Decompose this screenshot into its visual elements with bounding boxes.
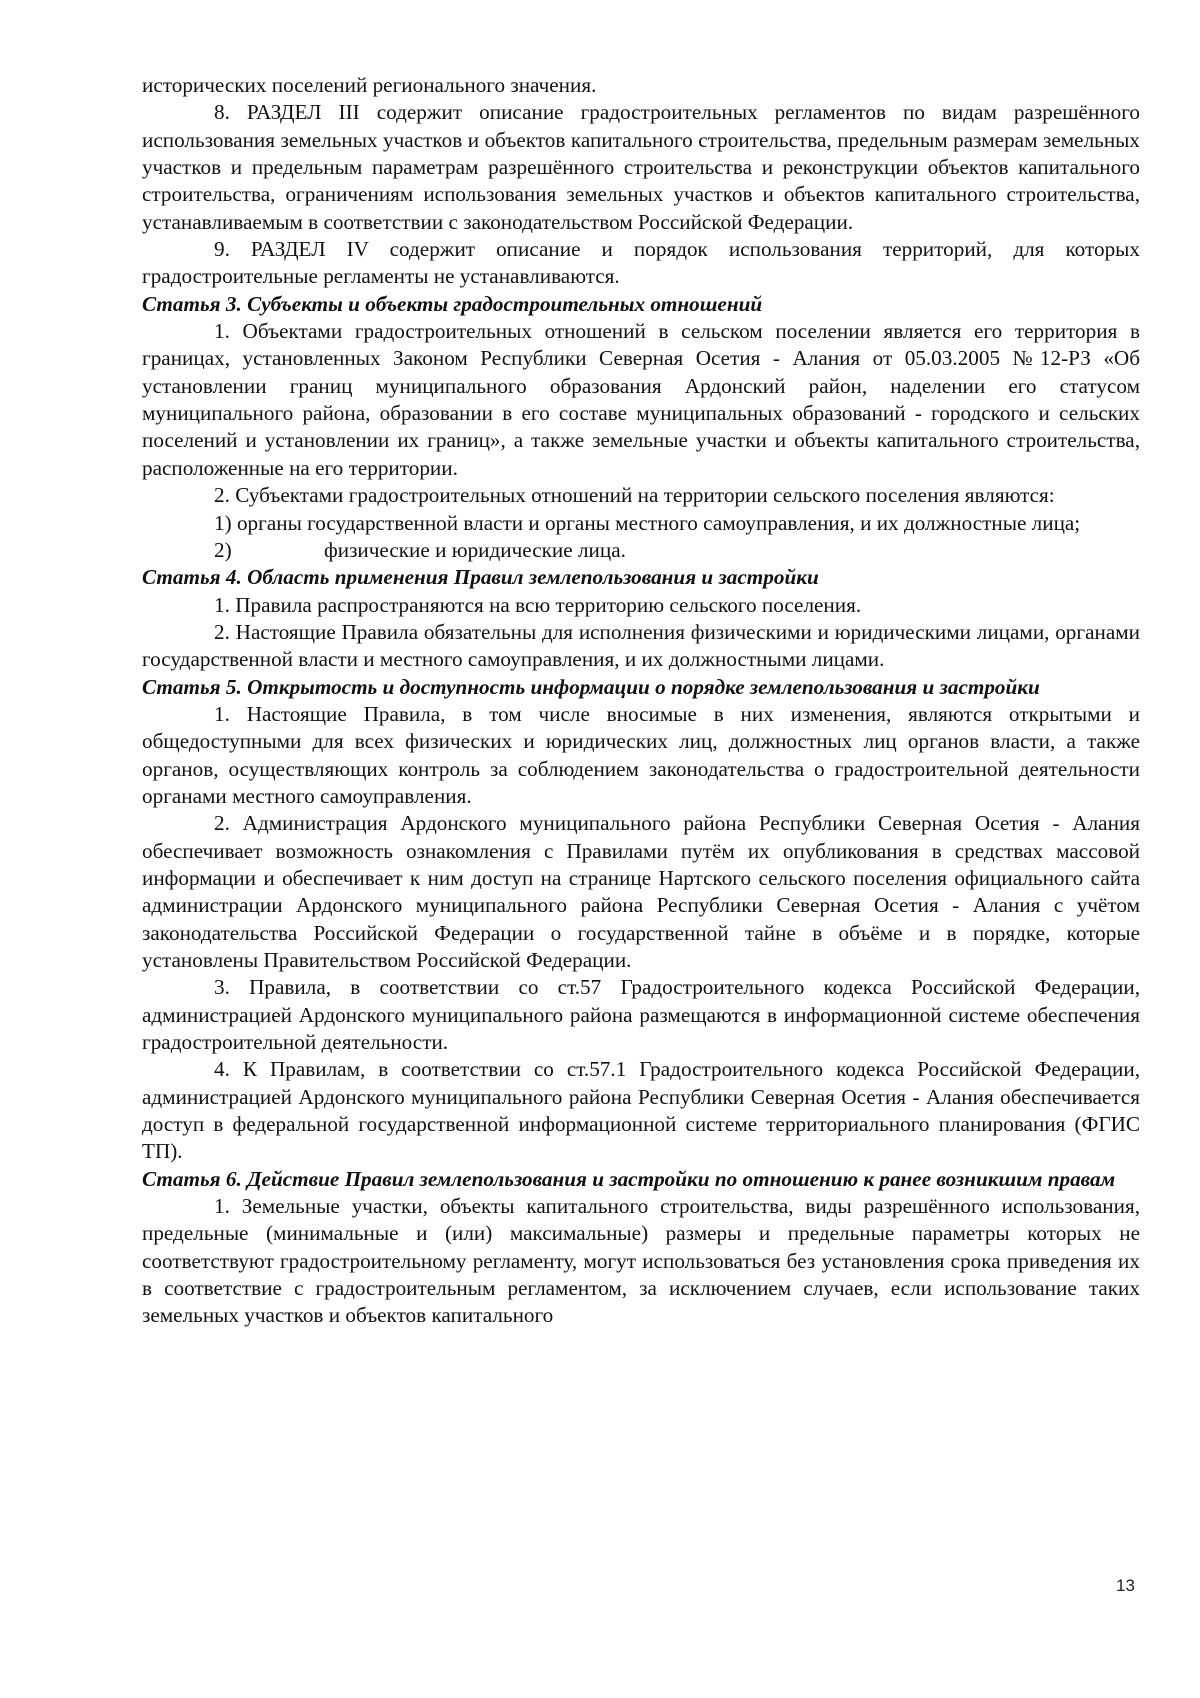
article-6-item-1: 1. Земельные участки, объекты капитального строительства, виды разрешённого использования, предельные (минимальные и (или) максимальные) размеры и предельные параметры которых не соответствуют градостроительному регламенту, могут использоваться без установления срока приведения их в соответствие с градостроительным регламентом, за исключением случаев, если использование таких земельных участков и объектов капитального <box>142 1194 1140 1328</box>
list-item-text: физические и юридические лица. <box>324 537 626 562</box>
article-3-subitem-2 <box>142 537 1140 564</box>
article-3-item-2: 2. Субъектами градостроительных отношений на территории сельского поселения являются: <box>214 483 1055 508</box>
article-3-heading: Статья 3. Субъекты и объекты градостроительных отношений <box>142 291 763 316</box>
document-body <box>142 72 1140 1330</box>
list-number: 2) <box>214 537 232 562</box>
article-3-item-1: 1. Объектами градостроительных отношений в сельском поселении является его территория в границах, установленных Законом Республики Северная Осетия - Алания от 05.03.2005 №12-РЗ «Об установлении границ муниципального образования Ардонский район, наделении его статусом муниципального района, образовании в его составе муниципальных образований - городского и сельских поселений и установлении их границ», а также земельные участки и объекты капитального строительства, расположенные на его территории. <box>142 319 1140 480</box>
article-4-item-1: 1. Правила распространяются на всю территорию сельского поселения. <box>214 592 862 617</box>
paragraph-continuation: исторических поселений регионального значения. <box>142 73 597 97</box>
article-5-item-4: 4. К Правилам, в соответствии со ст.57.1 Градостроительного кодекса Российской Федерации, администрацией Ардонского муниципального района Республики Северная Осетия - Алания обеспечивается доступ в федеральной государственной информационной системе территориального планирования (ФГИС ТП). <box>142 1057 1140 1164</box>
article-4-item-2: 2. Настоящие Правила обязательны для исполнения физическими и юридическими лицами, органами государственной власти и местного самоуправления, и их должностными лицами. <box>142 619 1140 672</box>
article-5-item-2: 2. Администрация Ардонского муниципального района Республики Северная Осетия - Алания обеспечивает возможность ознакомления с Правилами путём их опубликования в средствах массовой информации и обеспечивает к ним доступ на странице Нартского сельского поселения официального сайта администрации Ардонского муниципального района Республики Северная Осетия - Алания с учётом законодательства Российской Федерации о государственной тайне в объёме и в порядке, которые установлены Правительством Российской Федерации. <box>142 811 1140 972</box>
article-6-heading: Статья 6. Действие Правил землепользования и застройки по отношению к ранее возникшим правам <box>142 1166 1116 1191</box>
article-4-heading: Статья 4. Область применения Правил землепользования и застройки <box>142 565 819 590</box>
paragraph-section-iii: 8. РАЗДЕЛ III содержит описание градостроительных регламентов по видам разрешённого использования земельных участков и объектов капитального строительства, предельным размерам земельных участков и предельным параметрам разрешённого строительства и реконструкции объектов капитального строительства, ограничениям использования земельных участков и объектов капитального строительства, устанавливаемым в соответствии с законодательством Российской Федерации. <box>142 100 1140 234</box>
paragraph-section-iv: 9. РАЗДЕЛ IV содержит описание и порядок использования территорий, для которых градостроительные регламенты не устанавливаются. <box>142 237 1140 289</box>
article-3-subitem-1: 1) органы государственной власти и органы местного самоуправления, и их должностные лица; <box>214 510 1081 535</box>
article-5-item-1: 1. Настоящие Правила, в том числе вносимые в них изменения, являются открытыми и общедоступными для всех физических и юридических лиц, должностных лиц органов власти, а также органов, осуществляющих контроль за соблюдением законодательства о градостроительной деятельности органами местного самоуправления. <box>142 701 1140 808</box>
article-5-heading: Статья 5. Открытость и доступность информации о порядке землепользования и застройки <box>142 674 1040 699</box>
page-number: 13 <box>1116 1576 1135 1595</box>
article-5-item-3: 3. Правила, в соответствии со ст.57 Градостроительного кодекса Российской Федерации, администрацией Ардонского муниципального района размещаются в информационной системе обеспечения градостроительной деятельности. <box>142 975 1140 1055</box>
